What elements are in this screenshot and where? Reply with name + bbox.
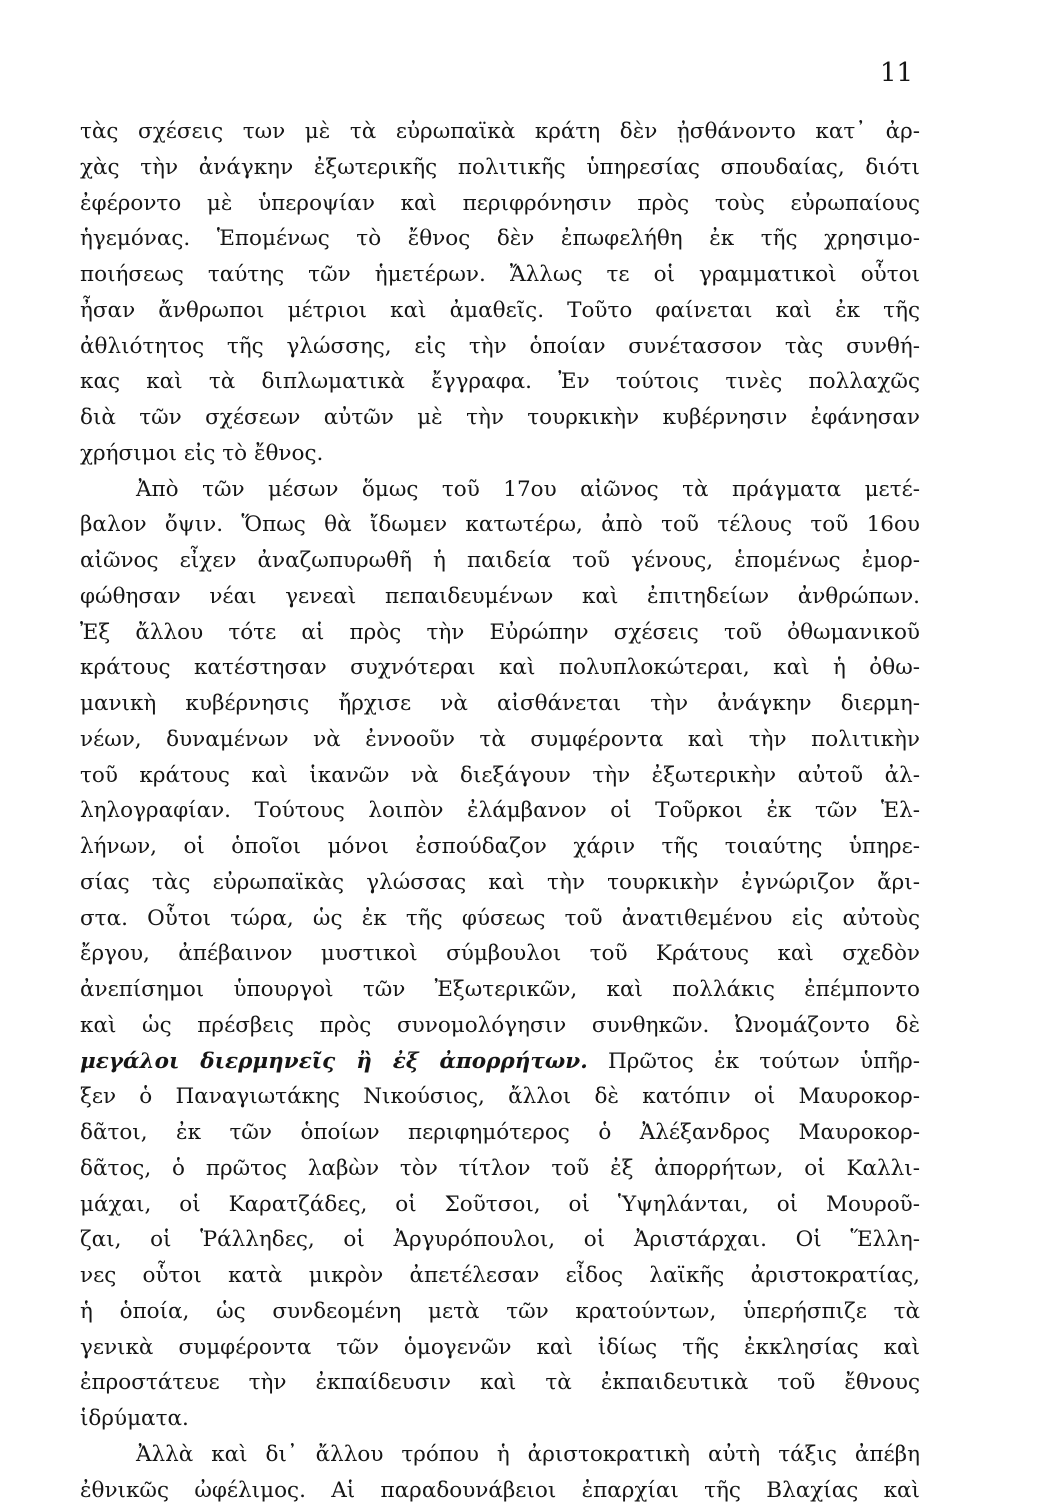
text-line: τοῦ κράτους καὶ ἱκανῶν νὰ διεξάγουν τὴν ἐξωτερικὴν αὐτοῦ ἀλ- xyxy=(80,758,920,794)
text-line: ἐφέροντο μὲ ὑπεροψίαν καὶ περιφρόνησιν πρὸς τοὺς εὐρωπαίους xyxy=(80,186,920,222)
text-line-with-emphasis xyxy=(80,1044,920,1080)
text-line: τὰς σχέσεις των μὲ τὰ εὐρωπαϊκὰ κράτη δὲν ᾐσθάνοντο κατ᾽ ἀρ- xyxy=(80,114,920,150)
text-line: ἡγεμόνας. Ἑπομένως τὸ ἔθνος δὲν ἐπωφελήθη ἐκ τῆς χρησιμο- xyxy=(80,221,920,257)
text-line: δᾶτοι, ἐκ τῶν ὁποίων περιφημότερος ὁ Ἀλέξανδρος Μαυροκορ- xyxy=(80,1115,920,1151)
text-line: χρήσιμοι εἰς τὸ ἔθνος. xyxy=(80,436,920,472)
text-line: αἰῶνος εἶχεν ἀναζωπυρωθῆ ἡ παιδεία τοῦ γένους, ἑπομένως ἐμορ- xyxy=(80,543,920,579)
text-line: κας καὶ τὰ διπλωματικὰ ἔγγραφα. Ἐν τούτοις τινὲς πολλαχῶς xyxy=(80,364,920,400)
text-line: χὰς τὴν ἀνάγκην ἐξωτερικῆς πολιτικῆς ὑπηρεσίας σπουδαίας, διότι xyxy=(80,150,920,186)
text-line: Ἀπὸ τῶν μέσων ὅμως τοῦ 17ου αἰῶνος τὰ πράγματα μετέ- xyxy=(80,472,920,508)
text-line: ἱδρύματα. xyxy=(80,1401,920,1437)
text-line: φώθησαν νέαι γενεαὶ πεπαιδευμένων καὶ ἐπιτηδείων ἀνθρώπων. xyxy=(80,579,920,615)
text-line: Ἀλλὰ καὶ δι᾽ ἄλλου τρόπου ἡ ἀριστοκρατικὴ αὐτὴ τάξις ἀπέβη xyxy=(80,1437,920,1473)
text-line: ἡ ὁποία, ὡς συνδεομένη μετὰ τῶν κρατούντων, ὑπερήσπιζε τὰ xyxy=(80,1294,920,1330)
text-line: μανικὴ κυβέρνησις ἤρχισε νὰ αἰσθάνεται τὴν ἀνάγκην διερμη- xyxy=(80,686,920,722)
text-line: ποιήσεως ταύτης τῶν ἡμετέρων. Ἄλλως τε οἱ γραμματικοὶ οὗτοι xyxy=(80,257,920,293)
text-line: δᾶτος, ὁ πρῶτος λαβὼν τὸν τίτλον τοῦ ἐξ ἀπορρήτων, οἱ Καλλι- xyxy=(80,1151,920,1187)
text-line: βαλον ὄψιν. Ὅπως θὰ ἴδωμεν κατωτέρω, ἀπὸ τοῦ τέλους τοῦ 16ου xyxy=(80,507,920,543)
body-text xyxy=(80,114,920,1508)
text-line: ἐπροστάτευε τὴν ἐκπαίδευσιν καὶ τὰ ἐκπαιδευτικὰ τοῦ ἔθνους xyxy=(80,1365,920,1401)
text-line: διὰ τῶν σχέσεων αὐτῶν μὲ τὴν τουρκικὴν κυβέρνησιν ἐφάνησαν xyxy=(80,400,920,436)
text-line-rest: Πρῶτος ἐκ τούτων ὑπῆρ- xyxy=(588,1049,920,1074)
text-line: ζαι, οἱ Ῥάλληδες, οἱ Ἀργυρόπουλοι, οἱ Ἀριστάρχαι. Οἱ Ἕλλη- xyxy=(80,1222,920,1258)
text-line: κράτους κατέστησαν συχνότεραι καὶ πολυπλοκώτεραι, καὶ ἡ ὀθω- xyxy=(80,650,920,686)
text-line: ἦσαν ἄνθρωποι μέτριοι καὶ ἀμαθεῖς. Τοῦτο φαίνεται καὶ ἐκ τῆς xyxy=(80,293,920,329)
text-line: ἔργου, ἀπέβαινον μυστικοὶ σύμβουλοι τοῦ Κράτους καὶ σχεδὸν xyxy=(80,936,920,972)
text-line: ξεν ὁ Παναγιωτάκης Νικούσιος, ἄλλοι δὲ κατόπιν οἱ Μαυροκορ- xyxy=(80,1079,920,1115)
text-line: Ἐξ ἄλλου τότε αἱ πρὸς τὴν Εὐρώπην σχέσεις τοῦ ὀθωμανικοῦ xyxy=(80,615,920,651)
text-line: καὶ ὡς πρέσβεις πρὸς συνομολόγησιν συνθηκῶν. Ὠνομάζοντο δὲ xyxy=(80,1008,920,1044)
text-line: ληλογραφίαν. Τούτους λοιπὸν ἐλάμβανον οἱ Τοῦρκοι ἐκ τῶν Ἑλ- xyxy=(80,793,920,829)
text-line: ἀνεπίσημοι ὑπουργοὶ τῶν Ἐξωτερικῶν, καὶ πολλάκις ἐπέμποντο xyxy=(80,972,920,1008)
page-number: 11 xyxy=(880,58,913,88)
text-line: νέων, δυναμένων νὰ ἐννοοῦν τὰ συμφέροντα καὶ τὴν πολιτικὴν xyxy=(80,722,920,758)
text-line: ἐθνικῶς ὠφέλιμος. Αἱ παραδουνάβειοι ἐπαρχίαι τῆς Βλαχίας καὶ xyxy=(80,1473,920,1508)
text-line: στα. Οὗτοι τώρα, ὡς ἐκ τῆς φύσεως τοῦ ἀνατιθεμένου εἰς αὐτοὺς xyxy=(80,901,920,937)
text-line: ἀθλιότητος τῆς γλώσσης, εἰς τὴν ὁποίαν συνέτασσον τὰς συνθή- xyxy=(80,329,920,365)
text-line: λήνων, οἱ ὁποῖοι μόνοι ἐσπούδαζον χάριν τῆς τοιαύτης ὑπηρε- xyxy=(80,829,920,865)
text-line: σίας τὰς εὐρωπαϊκὰς γλώσσας καὶ τὴν τουρκικὴν ἐγνώριζον ἄρι- xyxy=(80,865,920,901)
text-line: γενικὰ συμφέροντα τῶν ὁμογενῶν καὶ ἰδίως τῆς ἐκκλησίας καὶ xyxy=(80,1330,920,1366)
text-line: μάχαι, οἱ Καρατζάδες, οἱ Σοῦτσοι, οἱ Ὑψηλάνται, οἱ Μουροῦ- xyxy=(80,1187,920,1223)
text-line: νες οὗτοι κατὰ μικρὸν ἀπετέλεσαν εἶδος λαϊκῆς ἀριστοκρατίας, xyxy=(80,1258,920,1294)
emphasized-term: μεγάλοι διερμηνεῖς ἢ ἐξ ἀπορρήτων. xyxy=(80,1049,588,1074)
